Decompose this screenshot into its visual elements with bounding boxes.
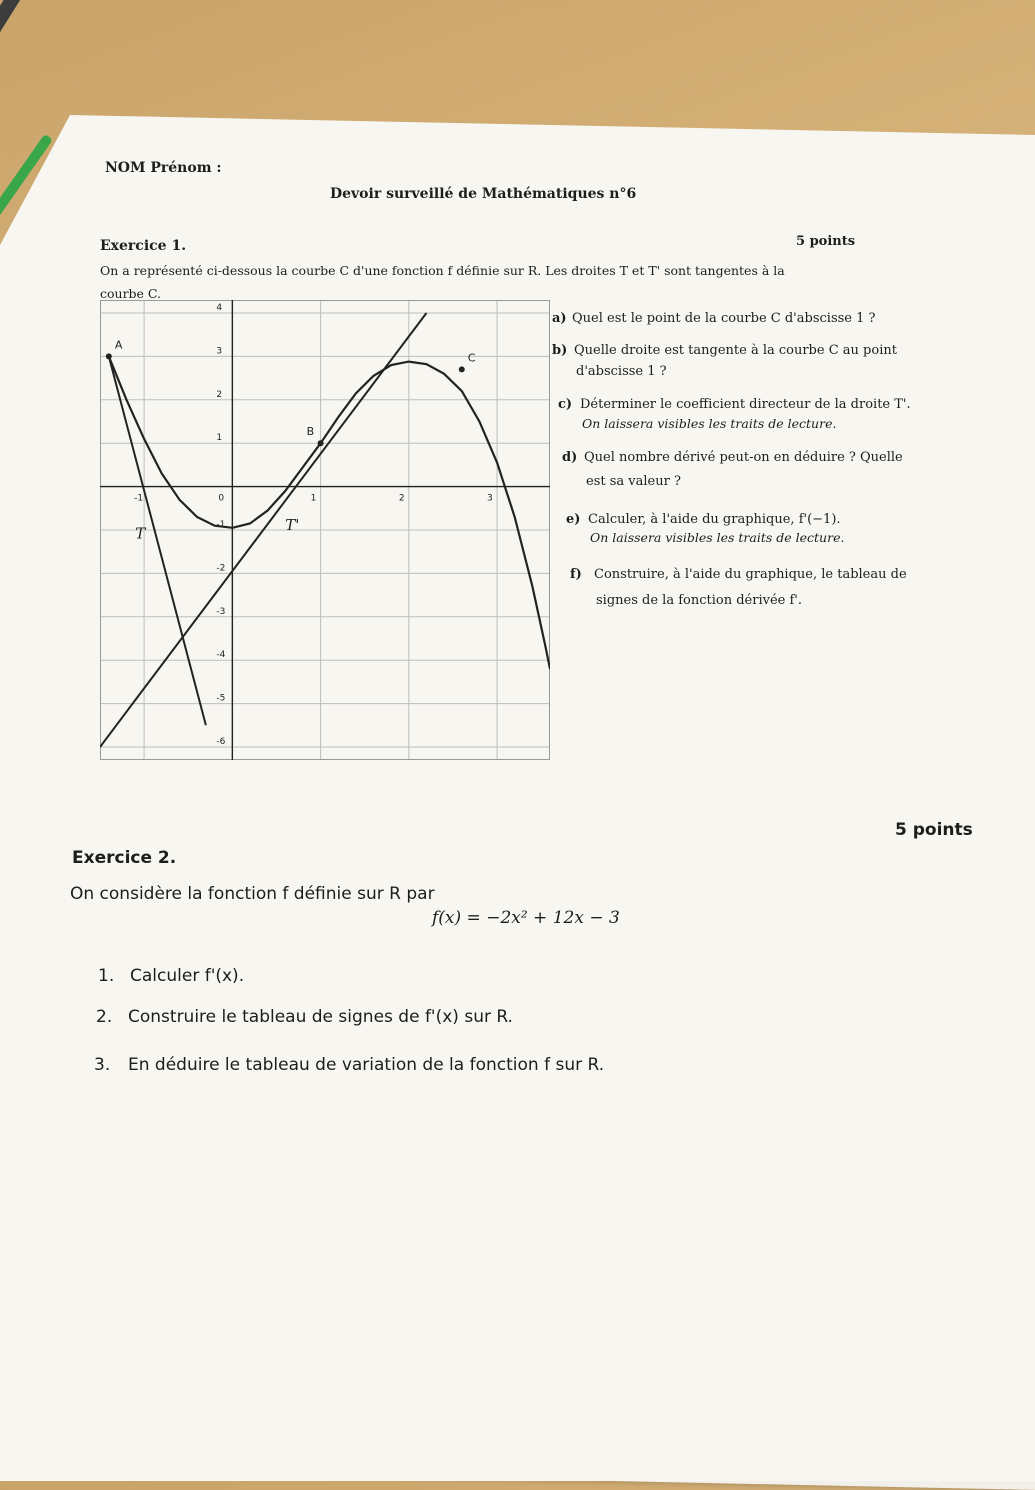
item-text: En déduire le tableau de variation de la fonction f sur R.: [128, 1055, 605, 1075]
question-label: a): [552, 311, 567, 326]
exercise2-points: 5 points: [895, 820, 973, 840]
function-graph: [100, 300, 550, 760]
question-label: e): [566, 512, 581, 527]
exercise1-points: 5 points: [796, 234, 856, 249]
item-number: 2.: [96, 1007, 113, 1027]
exercise1-title: Exercice 1.: [100, 238, 187, 254]
point-label-C: C: [467, 351, 476, 365]
question-text: Quelle droite est tangente à la courbe C au point: [574, 343, 897, 358]
question-text: Quel nombre dérivé peut-on en déduire ? Quelle: [584, 450, 903, 465]
exercise1-intro: On a représenté ci-dessous la courbe C d'une fonction f définie sur R. Les droites T et T' sont tangentes à la: [100, 263, 785, 278]
question-label: d): [562, 450, 578, 465]
question-label: f): [570, 567, 582, 582]
y-tick-label: -5: [216, 693, 226, 704]
function-formula: f(x) = −2x² + 12x − 3: [432, 908, 620, 928]
question-text-2: d'abscisse 1 ?: [576, 364, 667, 379]
y-tick-label: 3: [216, 346, 223, 357]
y-tick-label: 2: [216, 389, 223, 400]
item-number: 3.: [94, 1055, 111, 1075]
question-text-2: On laissera visibles les traits de lecture.: [590, 530, 845, 545]
point-A: [106, 353, 112, 359]
point-label-A: A: [114, 338, 123, 352]
x-tick-label: 0: [218, 493, 225, 504]
question-text: Déterminer le coefficient directeur de la droite T'.: [580, 397, 911, 412]
y-tick-label: 4: [216, 303, 223, 314]
question-text-2: signes de la fonction dérivée f'.: [596, 593, 802, 608]
point-label-B: B: [306, 425, 315, 439]
point-B: [318, 440, 324, 446]
page-title: Devoir surveillé de Mathématiques n°6: [330, 186, 637, 202]
name-field: NOM Prénom :: [105, 160, 222, 176]
exercise2-intro: On considère la fonction f définie sur R par: [70, 884, 435, 904]
question-text-2: On laissera visibles les traits de lecture.: [582, 416, 837, 431]
point-C: [459, 366, 465, 372]
x-tick-label: 3: [487, 493, 493, 504]
y-tick-label: 1: [216, 433, 223, 444]
y-tick-label: -2: [216, 563, 226, 574]
item-number: 1.: [98, 966, 115, 986]
y-tick-label: -6: [216, 736, 226, 747]
grid: [100, 300, 550, 760]
pen: [0, 0, 82, 71]
question-label: c): [558, 397, 573, 412]
x-tick-label: 1: [310, 493, 317, 504]
x-tick-label: -1: [134, 493, 144, 504]
item-text: Construire le tableau de signes de f'(x) sur R.: [128, 1007, 513, 1027]
tick-labels: [134, 303, 493, 747]
y-tick-label: -3: [216, 606, 226, 617]
question-text: Calculer, à l'aide du graphique, f'(−1).: [588, 512, 841, 527]
line-label: T': [285, 516, 300, 534]
exercise2-title: Exercice 2.: [72, 848, 177, 868]
curve-points: [106, 338, 476, 446]
exercise1-intro-2: courbe C.: [100, 286, 162, 301]
question-text: Construire, à l'aide du graphique, le tableau de: [594, 567, 907, 582]
curve-C: [109, 356, 550, 669]
question-text: Quel est le point de la courbe C d'abscisse 1 ?: [572, 311, 876, 326]
x-tick-label: 2: [398, 493, 405, 504]
y-tick-label: -4: [216, 650, 226, 661]
y-tick-label: -1: [216, 520, 226, 530]
item-text: Calculer f'(x).: [130, 966, 245, 986]
line-label: T: [135, 524, 146, 543]
question-text-2: est sa valeur ?: [586, 474, 681, 489]
question-label: b): [552, 343, 568, 358]
